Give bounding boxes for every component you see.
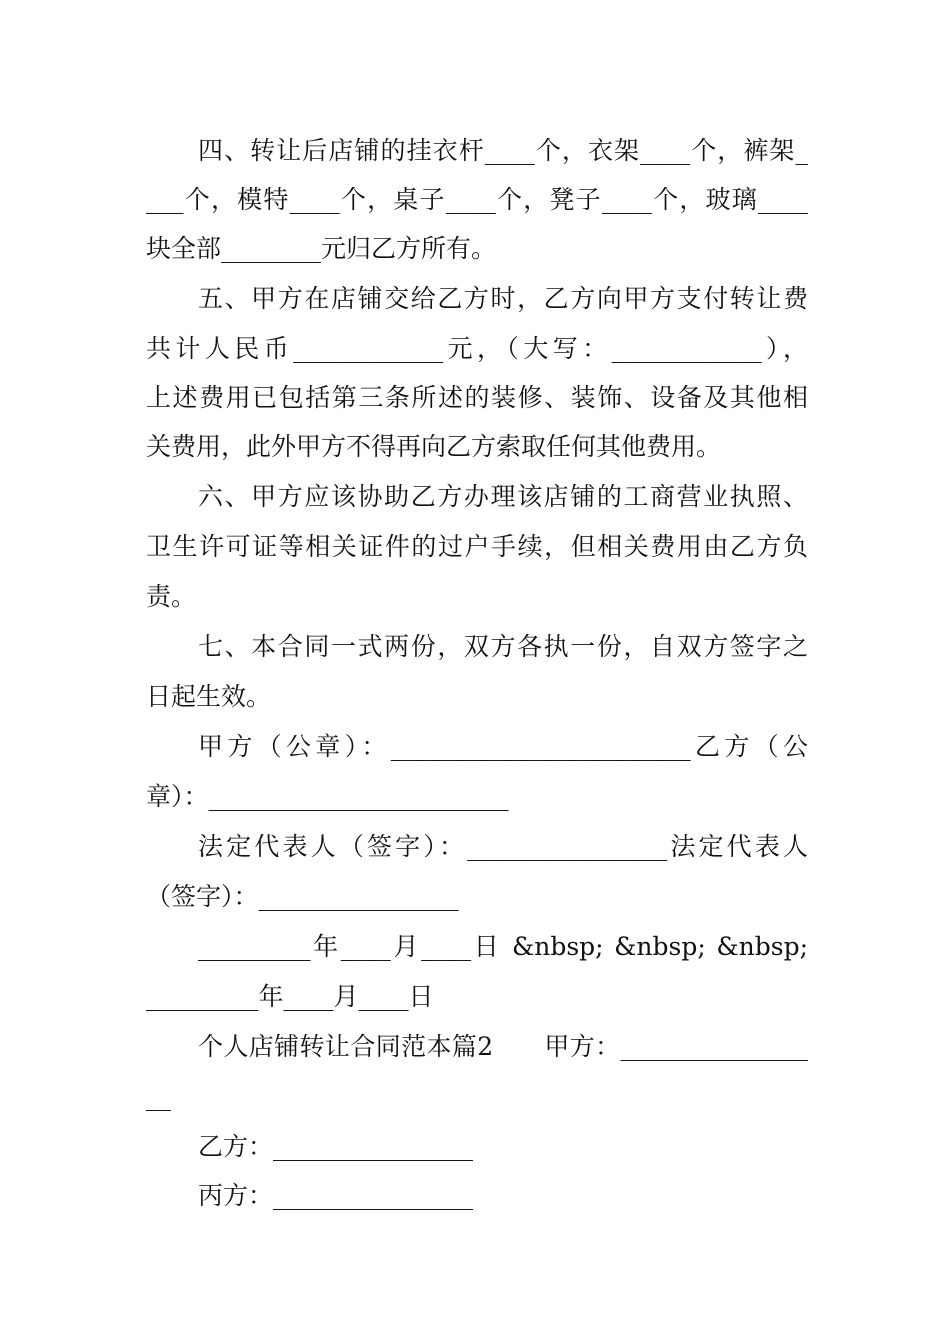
clause-5-line-4: 关费用，此外甲方不得再向乙方索取任何其他费用。 [146,432,722,461]
date-line-2: _________年____月____日 [146,982,434,1011]
date-line-1: _________年____月____日 &nbsp; &nbsp; &nbsp; [198,932,808,961]
clause-4-line-3: 块全部________元归乙方所有。 [146,234,497,263]
contract-2-heading-continuation: __ [146,1082,171,1111]
party-c-field: 丙方：________________ [198,1181,474,1210]
clause-7-line-1: 七、本合同一式两份，双方各执一份，自双方签字之 [198,632,808,661]
party-b-field: 乙方：________________ [198,1132,474,1161]
legal-representative-line-2: （签字）：________________ [146,882,459,911]
clause-6-line-2: 卫生许可证等相关证件的过户手续，但相关费用由乙方负 [146,532,808,561]
signature-party-b-seal-line-2: 章）：________________________ [146,782,509,811]
clause-4-line-2: ___个，模特____个，桌子____个，凳子____个，玻璃____ [146,185,808,214]
clause-5-line-2: 共计人民币____________元，（大写：____________）， [146,334,808,363]
clause-6-line-1: 六、甲方应该协助乙方办理该店铺的工商营业执照、 [198,482,808,511]
legal-representative-line-1: 法定代表人（签字）：________________法定代表人 [198,832,808,861]
signature-party-a-seal-line-1: 甲方（公章）：________________________乙方（公 [198,732,808,761]
clause-7-line-2: 日起生效。 [146,682,272,711]
contract-2-heading-line: 个人店铺转让合同范本篇2 甲方：_______________ [198,1032,808,1061]
clause-5-line-1: 五、甲方在店铺交给乙方时，乙方向甲方支付转让费 [198,284,808,313]
clause-4-line-1: 四、转让后店铺的挂衣杆____个，衣架____个，裤架_ [198,136,808,165]
clause-5-line-3: 上述费用已包括第三条所述的装修、装饰、设备及其他相 [146,383,808,412]
clause-6-line-3: 责。 [146,582,197,611]
